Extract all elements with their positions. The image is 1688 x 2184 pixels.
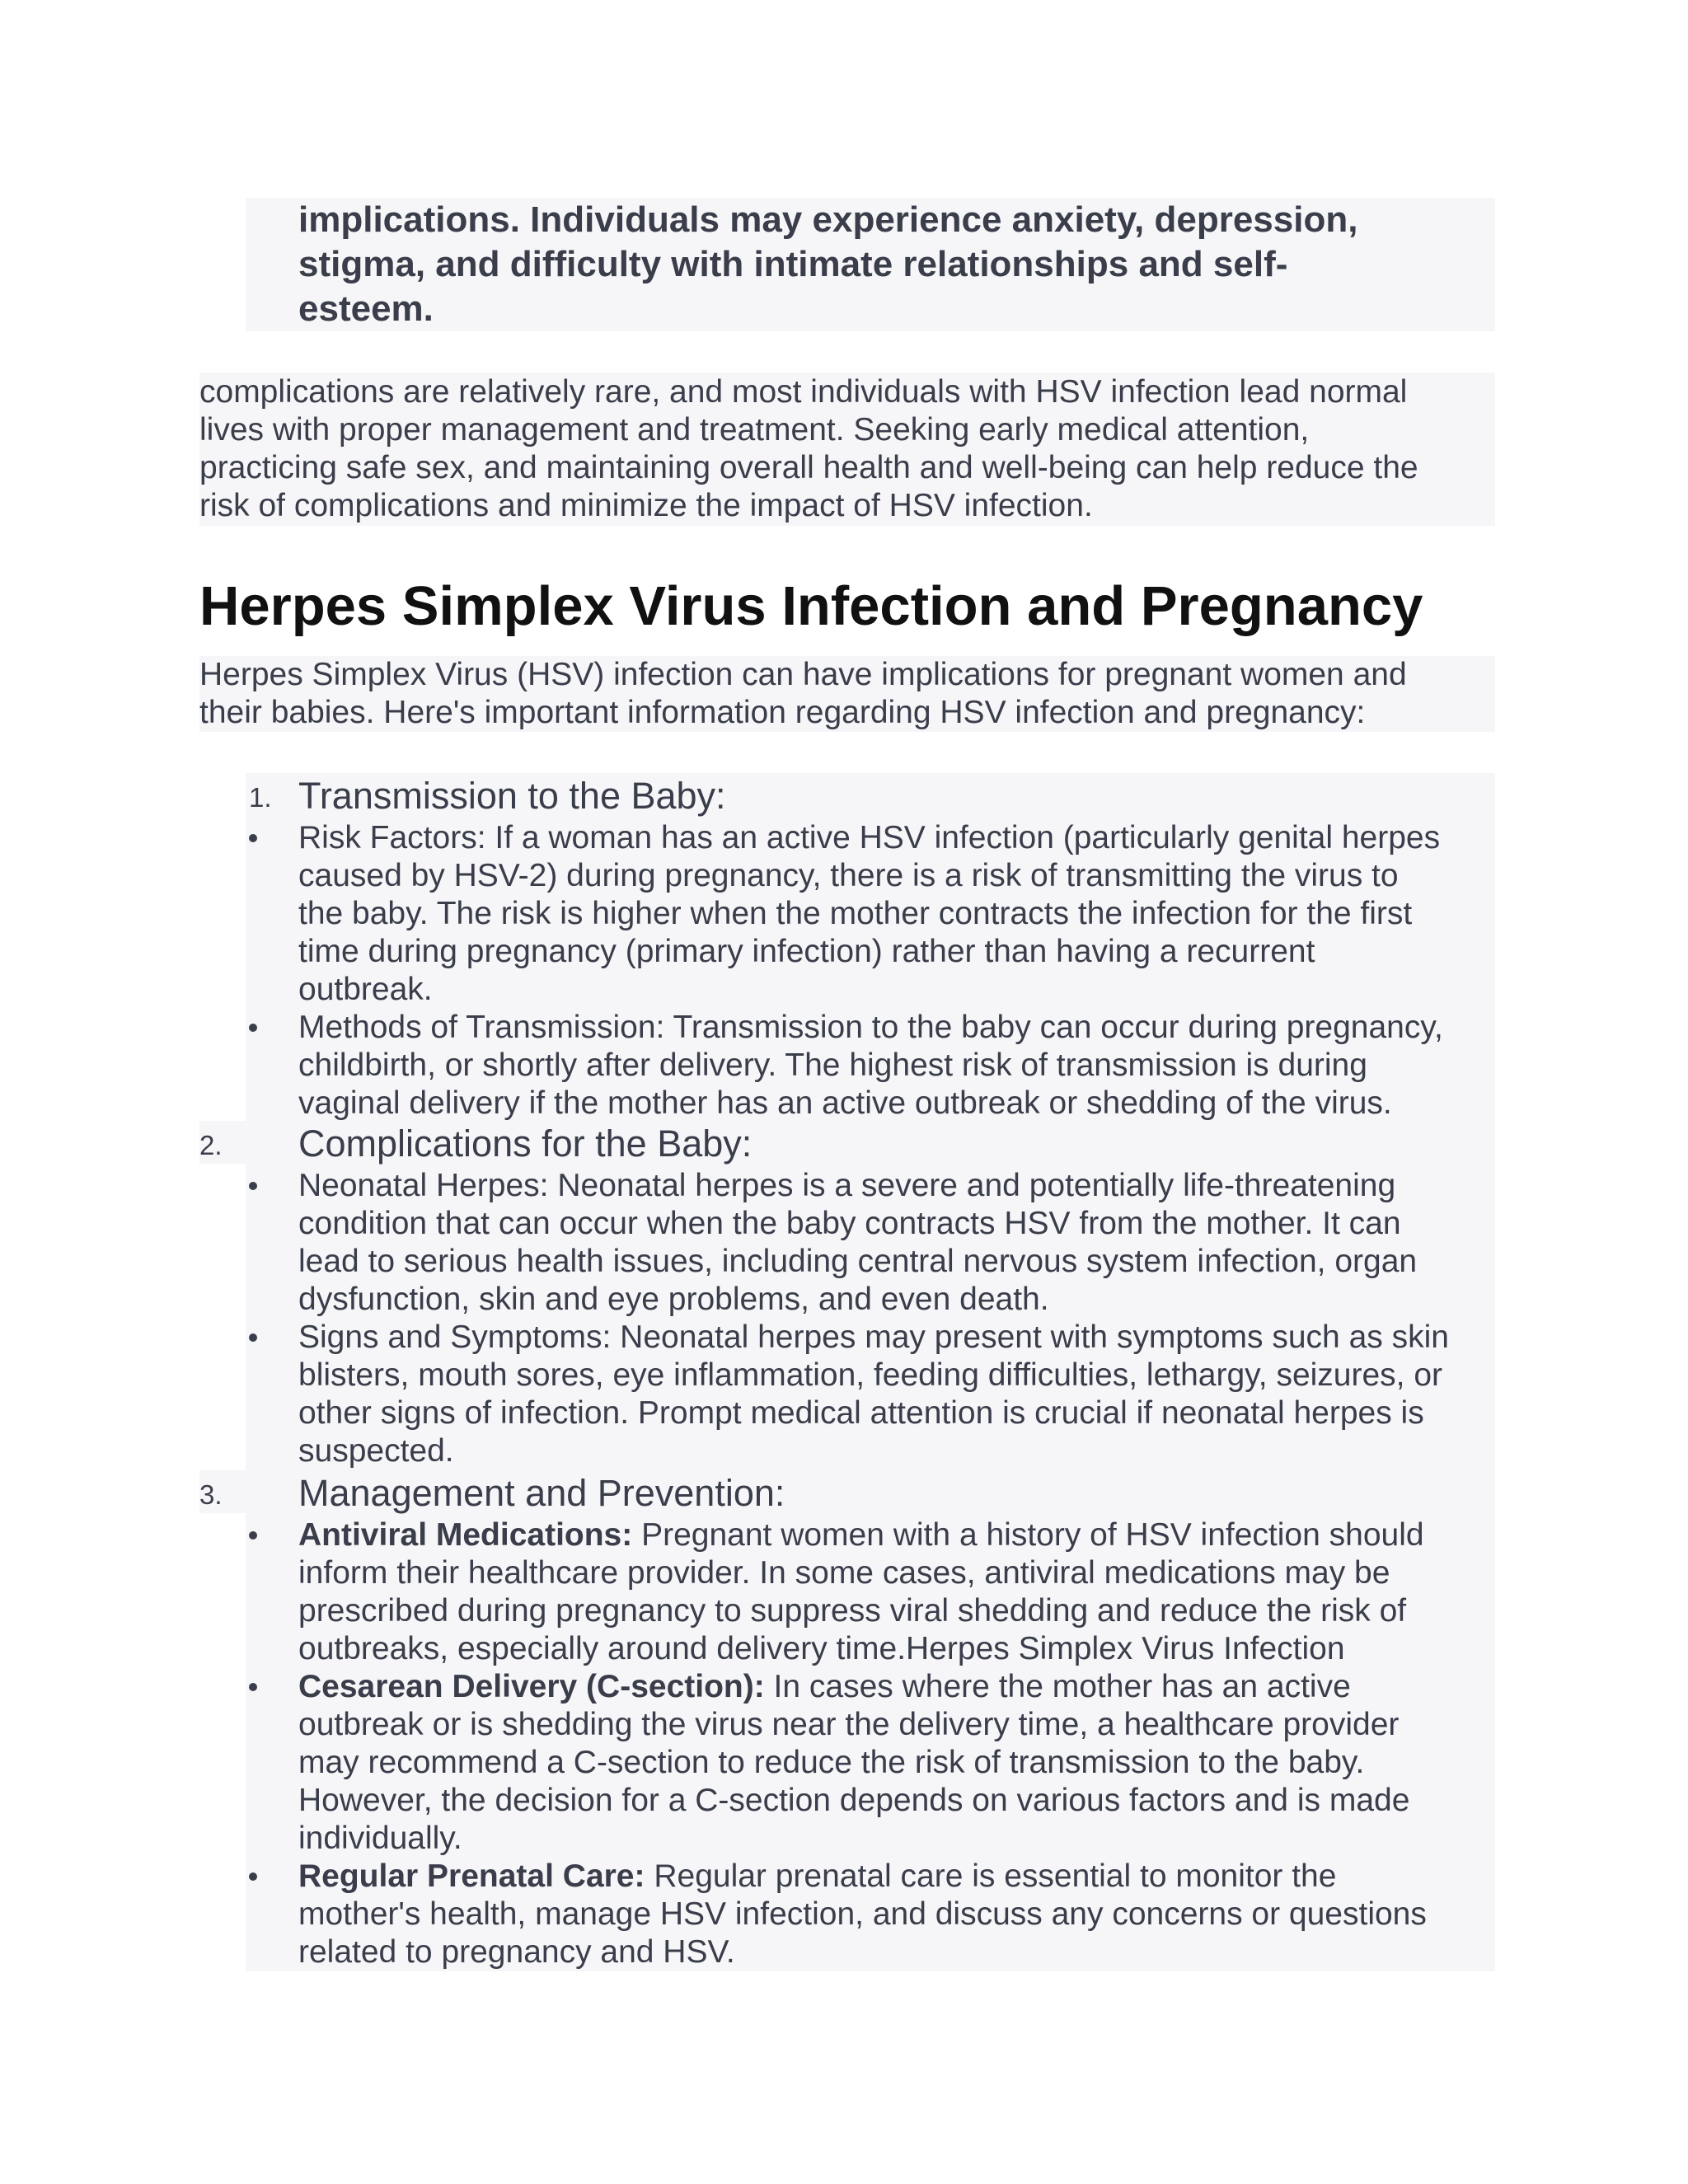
list-number: 2.	[199, 1130, 223, 1160]
intro-paragraph-line: lives with proper management and treatment. Seeking early medical attention,	[199, 412, 1310, 448]
bullet-line: may recommend a C-section to reduce the risk of transmission to the baby.	[298, 1745, 1365, 1780]
list-number: 3.	[199, 1479, 223, 1510]
top-block-line: implications. Individuals may experience anxiety, depression,	[298, 199, 1358, 240]
bullet-line: caused by HSV-2) during pregnancy, there is a risk of transmitting the virus to	[298, 858, 1399, 893]
top-block-line: esteem.	[298, 288, 434, 329]
bullet-line: suspected.	[298, 1433, 454, 1469]
bullet-text: In cases where the mother has an active	[764, 1669, 1351, 1704]
intro-paragraph-line: complications are relatively rare, and most individuals with HSV infection lead normal	[199, 374, 1408, 410]
bullet-line: other signs of infection. Prompt medical attention is crucial if neonatal herpes is	[298, 1395, 1424, 1431]
bullet-line: outbreak or is shedding the virus near the delivery time, a healthcare provider	[298, 1707, 1400, 1742]
bullet-line: lead to serious health issues, including central nervous system infection, organ	[298, 1244, 1418, 1279]
bullet-text: Regular prenatal care is essential to monitor the	[645, 1858, 1337, 1894]
bullet-line: vaginal delivery if the mother has an active outbreak or shedding of the virus.	[298, 1085, 1392, 1121]
top-block-line: stigma, and difficulty with intimate relationships and self-	[298, 244, 1288, 284]
bullet-line: Methods of Transmission: Transmission to the baby can occur during pregnancy,	[298, 1010, 1443, 1045]
bullet-line: dysfunction, skin and eye problems, and even death.	[298, 1282, 1049, 1317]
bullet-line	[298, 1668, 1351, 1706]
bullet-icon	[249, 1182, 257, 1190]
bullet-line: Signs and Symptoms: Neonatal herpes may present with symptoms such as skin	[298, 1319, 1449, 1355]
lead-paragraph-line: their babies. Here's important information regarding HSV infection and pregnancy:	[199, 695, 1366, 730]
bullet-line: related to pregnancy and HSV.	[298, 1934, 735, 1970]
bullet-line: the baby. The risk is higher when the mother contracts the infection for the first	[298, 896, 1413, 931]
bullet-icon	[249, 1531, 257, 1540]
bullet-line	[298, 1858, 1336, 1896]
lead-paragraph-line: Herpes Simplex Virus (HSV) infection can have implications for pregnant women and	[199, 657, 1407, 692]
bullet-line: condition that can occur when the baby contracts HSV from the mother. It can	[298, 1206, 1401, 1241]
bullet-line: individually.	[298, 1821, 462, 1856]
bullet-line: Neonatal Herpes: Neonatal herpes is a severe and potentially life-threatening	[298, 1168, 1396, 1203]
bullet-icon	[249, 1024, 257, 1032]
bullet-line: prescribed during pregnancy to suppress viral shedding and reduce the risk of	[298, 1593, 1407, 1629]
bullet-icon	[249, 1872, 257, 1881]
section-heading: Herpes Simplex Virus Infection and Pregnancy	[199, 575, 1423, 637]
bullet-icon	[249, 1683, 257, 1691]
intro-paragraph-line: risk of complications and minimize the impact of HSV infection.	[199, 488, 1093, 523]
bullet-icon	[249, 834, 257, 842]
bullet-line: Risk Factors: If a woman has an active HSV infection (particularly genital herpes	[298, 820, 1441, 855]
bullet-line	[298, 1516, 1424, 1554]
list-item-title: Transmission to the Baby:	[298, 775, 726, 817]
bullet-line: However, the decision for a C-section depends on various factors and is made	[298, 1783, 1410, 1818]
bullet-text: Pregnant women with a history of HSV infection should	[632, 1517, 1424, 1553]
intro-paragraph-line: practicing safe sex, and maintaining overall health and well-being can help reduce the	[199, 450, 1418, 485]
bullet-line: mother's health, manage HSV infection, and discuss any concerns or questions	[298, 1896, 1427, 1932]
bullet-bold-label: Regular Prenatal Care:	[298, 1858, 645, 1894]
list-item-title: Management and Prevention:	[298, 1472, 785, 1514]
list-item-title: Complications for the Baby:	[298, 1122, 753, 1165]
list-number: 1.	[249, 782, 272, 813]
bullet-line: outbreak.	[298, 972, 433, 1007]
bullet-line: outbreaks, especially around delivery time.Herpes Simplex Virus Infection	[298, 1631, 1345, 1666]
bullet-line: inform their healthcare provider. In some cases, antiviral medications may be	[298, 1555, 1390, 1591]
bullet-line: childbirth, or shortly after delivery. The highest risk of transmission is during	[298, 1047, 1367, 1083]
bullet-line: blisters, mouth sores, eye inflammation, feeding difficulties, lethargy, seizures, or	[298, 1357, 1443, 1393]
bullet-line: time during pregnancy (primary infection) rather than having a recurrent	[298, 934, 1315, 969]
bullet-bold-label: Cesarean Delivery (C-section):	[298, 1669, 765, 1704]
bullet-icon	[249, 1333, 257, 1342]
bullet-bold-label: Antiviral Medications:	[298, 1517, 633, 1553]
